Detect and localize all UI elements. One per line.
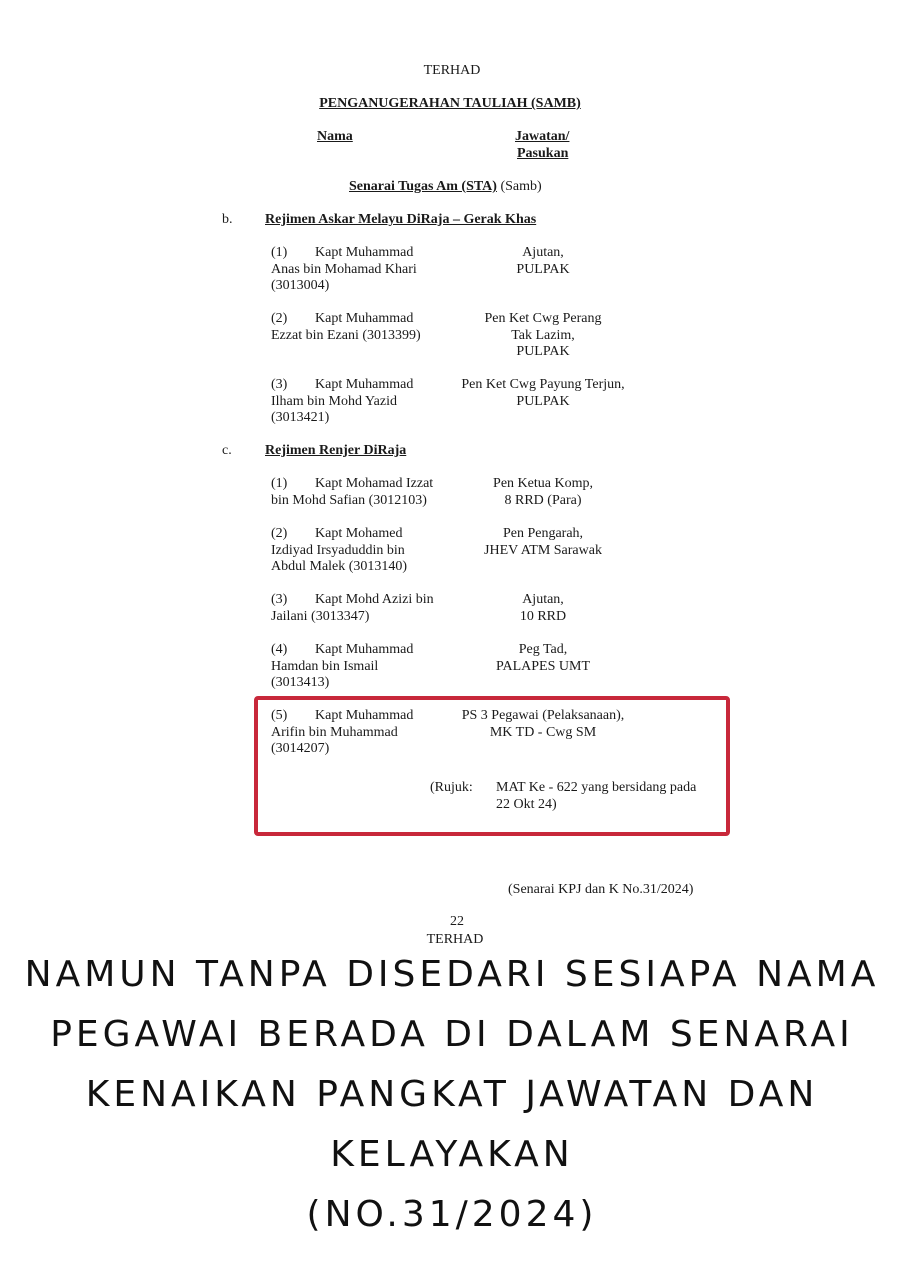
caption-line-3: KENAIKAN PANGKAT JAWATAN DAN [85,1074,819,1115]
column-name-header: Nama [317,129,353,144]
classification-bottom: TERHAD [426,932,484,947]
column-post-header-line1: Jawatan/ [515,129,570,144]
list-heading-main: Senarai Tugas Am (STA) [349,179,497,194]
list-item-name: (4) Kapt Muhammad Hamdan bin Ismail (3013413) [271,642,414,690]
footnote: (Senarai KPJ dan K No.31/2024) [508,882,694,897]
list-item-name: (3) Kapt Mohd Azizi bin Jailani (3013347) [271,592,434,624]
list-item-post: Pen Ket Cwg Payung Terjun, PULPAK [461,377,625,409]
document-title: PENGANUGERAHAN TAULIAH (SAMB) [319,96,581,111]
list-item-name: (2) Kapt Mohamed Izdiyad Irsyaduddin bin Abdul Malek (3013140) [271,526,408,574]
list-item-post: Pen Pengarah, JHEV ATM Sarawak [484,526,602,558]
classification-top: TERHAD [423,63,481,78]
list-item-name: (2) Kapt Muhammad Ezzat bin Ezani (3013399) [271,311,421,343]
caption-line-1: NAMUN TANPA DISEDARI SESIAPA NAMA [24,954,880,995]
list-item-name: (5) Kapt Muhammad Arifin bin Muhammad (3014207) [271,708,414,756]
reference-label: (Rujuk: [430,780,473,795]
list-heading [349,179,542,196]
section-heading: Rejimen Askar Melayu DiRaja – Gerak Khas [265,212,537,227]
list-item-post: PS 3 Pegawai (Pelaksanaan), MK TD - Cwg SM [461,708,625,740]
list-item-name: (3) Kapt Muhammad Ilham bin Mohd Yazid (3013421) [271,377,414,425]
list-item-post: Pen Ket Cwg Perang Tak Lazim, PULPAK [484,311,602,359]
list-heading-suffix: (Samb) [500,179,542,194]
list-item-name: (1) Kapt Mohamad Izzat bin Mohd Safian (3012103) [271,476,434,508]
list-item-post: Peg Tad, PALAPES UMT [495,642,590,674]
list-item-post: Pen Ketua Komp, 8 RRD (Para) [493,476,593,508]
column-post-header-line2: Pasukan [517,146,569,161]
caption-line-4: KELAYAKAN [330,1134,574,1175]
list-item-post: Ajutan, 10 RRD [519,592,567,624]
section-letter: b. [222,212,233,227]
list-item-post: Ajutan, PULPAK [516,245,570,277]
list-item-name: (1) Kapt Muhammad Anas bin Mohamad Khari (3013004) [271,245,417,293]
caption-line-2: PEGAWAI BERADA DI DALAM SENARAI [50,1014,854,1055]
section-letter: c. [222,443,232,458]
section-heading: Rejimen Renjer DiRaja [265,443,407,458]
caption-line-5: (NO.31/2024) [306,1194,598,1235]
page-number: 22 [450,914,464,929]
reference-text: MAT Ke - 622 yang bersidang pada 22 Okt 24) [496,780,697,812]
